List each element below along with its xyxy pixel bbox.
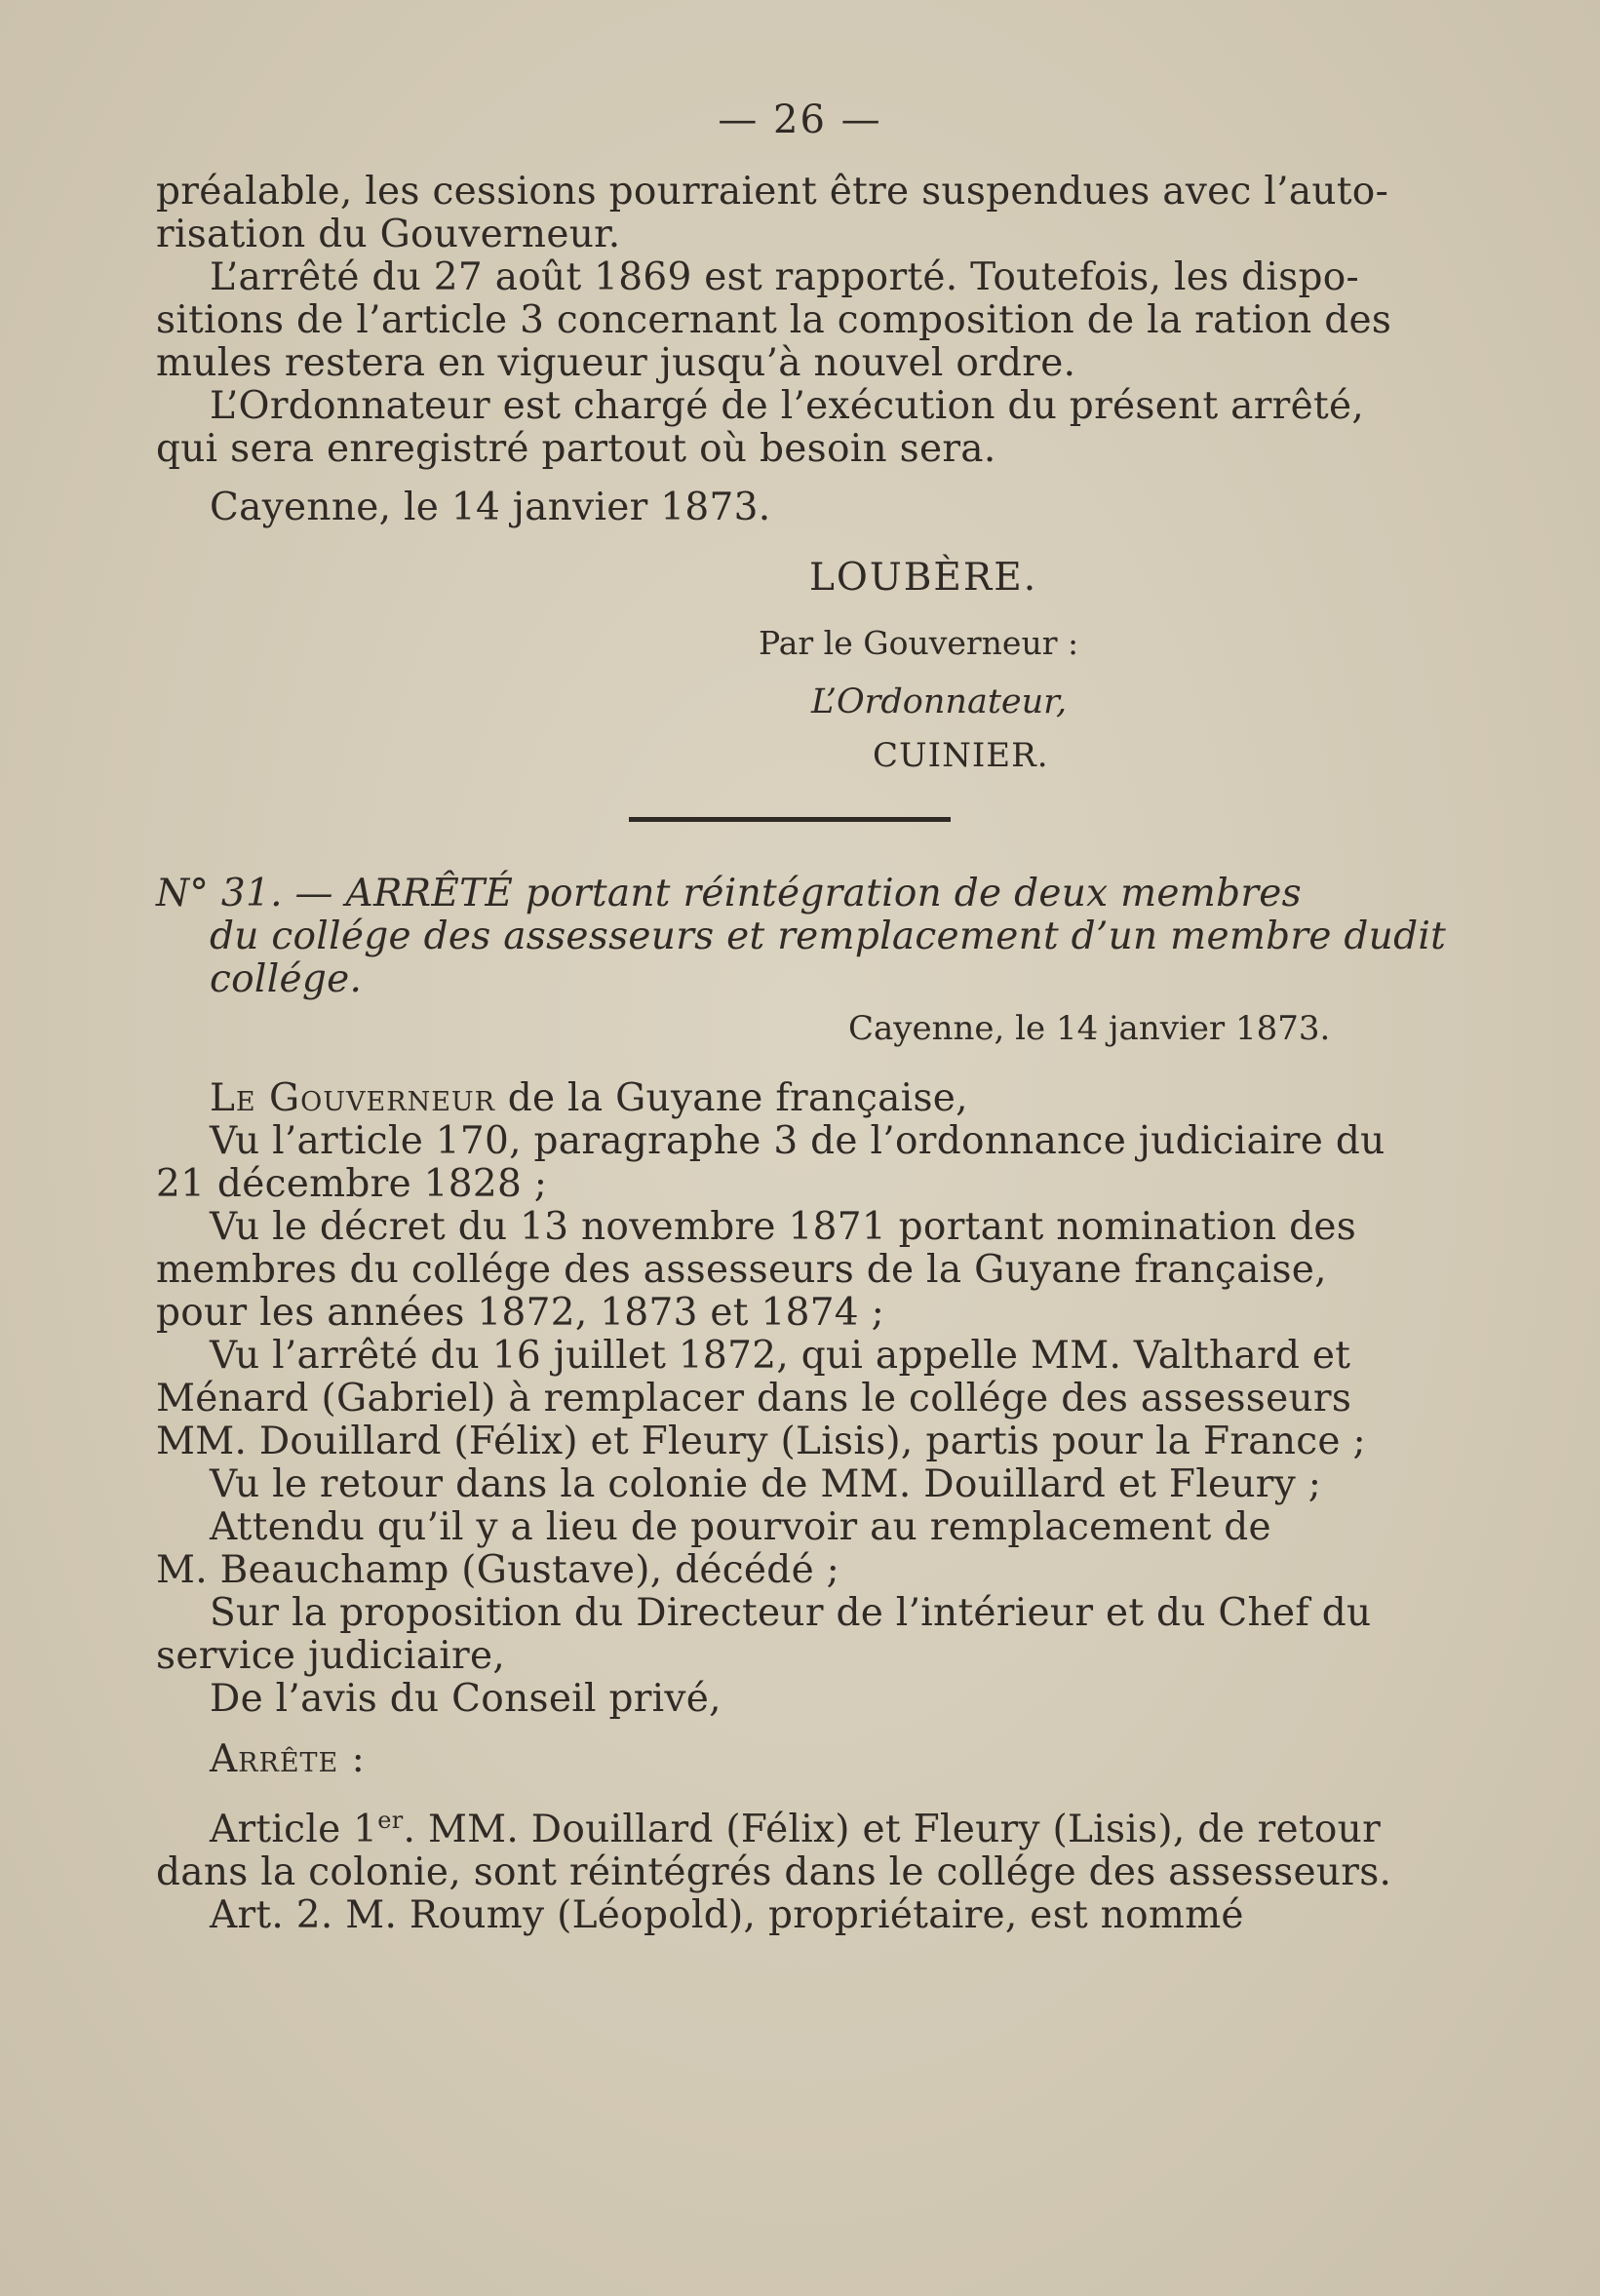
page-number: — 26 — bbox=[718, 97, 882, 142]
signature-name: CUINIER. bbox=[873, 736, 1049, 775]
body-line: Vu le décret du 13 novembre 1871 portant nomination des bbox=[210, 1205, 1357, 1249]
article-1-text: . MM. Douillard (Félix) et Fleury (Lisis), de retour bbox=[403, 1808, 1382, 1851]
text-line: L’Ordonnateur est chargé de l’exécution du présent arrêté, bbox=[210, 384, 1365, 428]
text-line: risation du Gouverneur. bbox=[156, 213, 621, 256]
text-line: mules restera en vigueur jusqu’à nouvel ordre. bbox=[156, 341, 1076, 385]
arrete-body bbox=[156, 1077, 1433, 1937]
body-line: Vu le retour dans la colonie de MM. Douillard et Fleury ; bbox=[210, 1462, 1322, 1506]
text-line: L’arrêté du 27 août 1869 est rapporté. Toutefois, les dispo- bbox=[210, 255, 1360, 299]
body-line: M. Beauchamp (Gustave), décédé ; bbox=[156, 1548, 840, 1592]
date-line: Cayenne, le 14 janvier 1873. bbox=[210, 486, 771, 529]
article-1-sup: er bbox=[377, 1807, 404, 1834]
article-1 bbox=[156, 1799, 1433, 1851]
article-1-label: Article 1 bbox=[210, 1808, 378, 1851]
arrete-label: Arrête : bbox=[210, 1737, 366, 1781]
body-line: De l’avis du Conseil privé, bbox=[210, 1677, 722, 1721]
body-line: Vu l’arrêté du 16 juillet 1872, qui appelle MM. Valthard et bbox=[210, 1334, 1351, 1378]
body-line: 21 décembre 1828 ; bbox=[156, 1162, 548, 1206]
article-2: Art. 2. M. Roumy (Léopold), propriétaire, est nommé bbox=[210, 1893, 1244, 1937]
section-divider bbox=[629, 817, 951, 822]
text-line: préalable, les cessions pourraient être suspendues avec l’auto- bbox=[156, 170, 1389, 214]
governor-signature: LOUBÈRE. bbox=[809, 556, 1038, 600]
preamble-head: Le Gouverneur bbox=[210, 1076, 496, 1120]
body-line: Attendu qu’il y a lieu de pourvoir au remplacement de bbox=[210, 1505, 1271, 1549]
body-line: MM. Douillard (Félix) et Fleury (Lisis), partis pour la France ; bbox=[156, 1420, 1366, 1463]
arrete-date: Cayenne, le 14 janvier 1873. bbox=[848, 1009, 1331, 1048]
continued-text-block bbox=[156, 171, 1433, 529]
title-line: collége. bbox=[210, 957, 363, 1001]
title-line: du collége des assesseurs et remplacement d’un membre dudit bbox=[210, 915, 1447, 958]
body-line: membres du collége des assesseurs de la Guyane française, bbox=[156, 1248, 1327, 1292]
article-1-line2: dans la colonie, sont réintégrés dans le collége des assesseurs. bbox=[156, 1850, 1392, 1894]
body-line: pour les années 1872, 1873 et 1874 ; bbox=[156, 1291, 885, 1335]
title-line: N° 31. — ARRÊTÉ portant réintégration de deux membres bbox=[156, 872, 1302, 915]
text-line: sitions de l’article 3 concernant la composition de la ration des bbox=[156, 298, 1392, 342]
signature-role: L’Ordonnateur, bbox=[811, 682, 1068, 721]
body-line: service judiciaire, bbox=[156, 1634, 506, 1678]
body-line: Ménard (Gabriel) à remplacer dans le collége des assesseurs bbox=[156, 1377, 1352, 1420]
arrete-title bbox=[156, 872, 1447, 1001]
preamble-tail: de la Guyane française, bbox=[495, 1076, 968, 1120]
text-line: qui sera enregistré partout où besoin sera. bbox=[156, 427, 996, 471]
signature-by: Par le Gouverneur : bbox=[759, 624, 1079, 662]
body-line: Sur la proposition du Directeur de l’intérieur et du Chef du bbox=[210, 1591, 1372, 1635]
preamble bbox=[156, 1077, 1433, 1120]
body-line: Vu l’article 170, paragraphe 3 de l’ordonnance judiciaire du bbox=[210, 1119, 1385, 1163]
